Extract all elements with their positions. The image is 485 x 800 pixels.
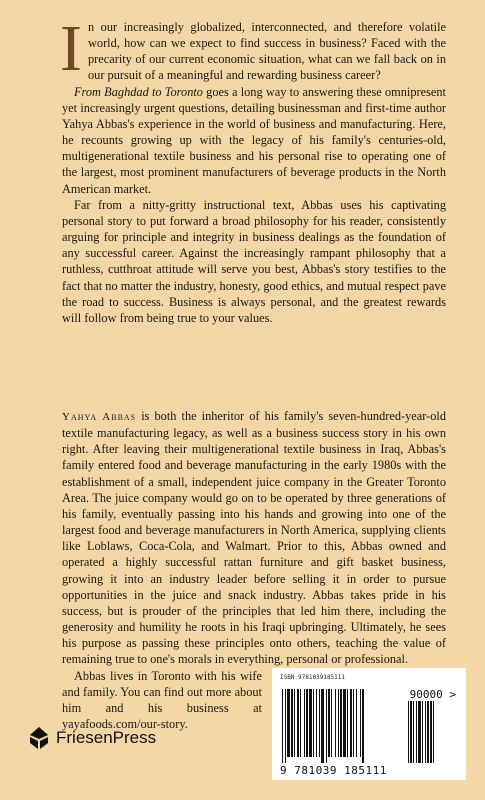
barcode-bar [287,689,290,757]
barcode-addon-bar [422,701,423,763]
barcode-bar [297,689,299,757]
barcode-bar [328,689,330,757]
barcode-bar [335,689,336,757]
barcode-addon-bar [408,701,409,763]
barcode-bar [313,689,314,757]
barcode-bar [347,689,348,757]
bio-paragraph: Yahya Abbas is both the inheritor of his family's seven-hundred-year-old textile manufacturing legacy, as well as a business success story in his own right. After leaving their multigenerational textile business in Iraq, Abbas's family entered food and beverage manufacturing in the early 1980s with the establishment of a small, independent juice company in the Greater Toronto Area. The juice company would go on to be operated by three generations of his family, eventually passing into his hands and growing into one of the largest food and beverage manufacturers in North America, supplying clients like Loblaws, Coca-Cola, and Walmart. Prior to this, Abbas owned and operated a highly successful rattan furniture and gift basket business, growing it into an industry leader before selling it in order to pursue opportunities in the juice and snack industry. Abbas takes pride in his success, but is prouder of the principles that led him there, including the generosity and humility he roots in his Iraqi upbringing. Ultimately, he sees his purpose as passing these principles onto others, teaching the value of remaining true to one's morals in everything, personal or professional. [62,409,446,667]
book-blurb [60,12,446,326]
author-closing: Abbas lives in Toronto with his wife and family. You can find out more about him and his business at yayafoods.com/our-story. [62,669,262,732]
barcode-icon [280,683,458,763]
blurb-paragraph-2: From Baghdad to Toronto goes a long way to answering these omnipresent yet increasingly urgent questions, detailing businessman and first-time author Yahya Abbas's experience in the world of business and manufacturing. Here, he recounts growing up with the legacy of his family's centuries-old, multigenerational textile business and his personal rise to operating one of the largest, most prominent manufacturers of beverage products in the North American market. [62,84,446,196]
author-name: Yahya Abbas [62,411,137,423]
blurb-paragraph-3: Far from a nitty-gritty instructional text, Abbas uses his captivating personal story to put forward a broad philosophy for his reader, consistently arguing for principle and integrity in business dealings as the foundation of any successful career. Against the increasingly rampant philosophy that a ruthless, cutthroat attitude will serve you best, Abbas's story testifies to the fact that no matter the industry, honesty, good ethics, and mutual respect pave the road to success. Business is always personal, and the greatest rewards will follow from being true to your values. [62,197,446,325]
barcode-addon-bar [427,701,429,763]
friesenpress-diamond-logo-icon [28,726,50,750]
barcode-addon-bar [410,701,412,763]
barcode-bar [356,689,357,757]
barcode-bar [326,689,327,763]
barcode-addon-bar [433,701,434,763]
barcode-bar [340,689,342,757]
barcode-addon-bar [425,701,426,763]
barcode-bar [304,689,305,757]
author-bio [62,408,446,668]
barcode-bar [294,689,295,757]
barcode-bar [309,689,312,757]
barcode-bar [300,689,301,757]
barcode-bar [282,689,283,763]
barcode-bar [316,689,317,757]
isbn-label: ISBN 9781039185111 [280,674,346,681]
barcode-bar [360,689,361,757]
barcode-bar [362,689,364,763]
barcode-bar [291,689,293,757]
blurb-paragraph-1: In our increasingly globalized, interconnected, and therefore volatile world, how can we expect to find success in business? Faced with the precarity of our current economic situation, what can we fall back on in our pursuit of a meaningful and rewarding business career? [60,12,446,85]
barcode-addon-bar [413,701,414,763]
publisher-logo [28,726,156,750]
barcode-bar [306,689,308,757]
barcode-bar [319,689,320,757]
barcode-bar [350,689,352,757]
publisher-name: FriesenPress [56,728,157,747]
barcode-addon-bar [418,701,421,763]
drop-cap: I [60,12,82,85]
barcode-bar [321,689,324,763]
barcode-bar [285,689,286,763]
barcode-bar [343,689,346,757]
barcode-bar [353,689,354,757]
barcode-bar [331,689,332,757]
book-title: From Baghdad to Toronto [74,84,203,99]
isbn-digits: 9 781039 185111 [280,764,387,777]
barcode-addon-bar [430,701,432,763]
barcode-box [272,668,466,780]
barcode-addon-bar [416,701,417,763]
barcode-bar [338,689,339,757]
price-code: 90000 > [409,688,456,701]
